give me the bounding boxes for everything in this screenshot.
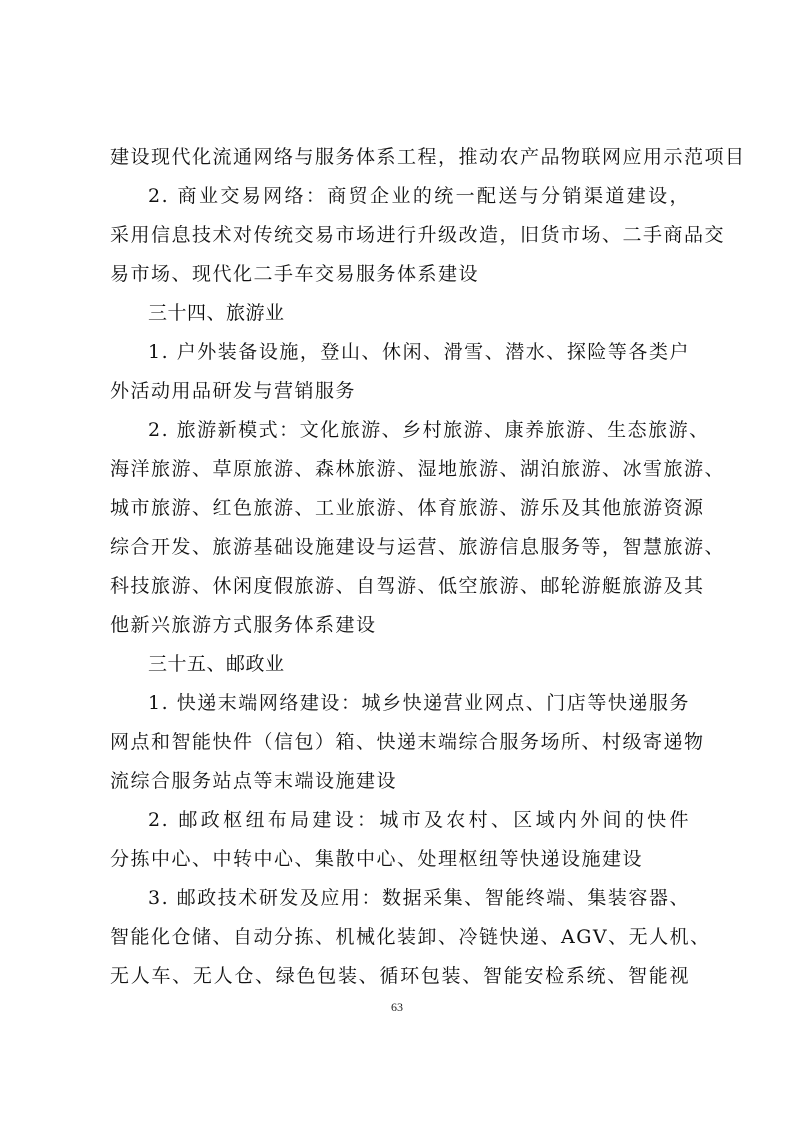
paragraph <box>110 879 711 996</box>
text-line: 建设现代化流通网络与服务体系工程，推动农产品物联网应用示范项目 <box>110 146 746 168</box>
text-line: 易市场、现代化二手车交易服务体系建设 <box>110 263 480 285</box>
text-line: 无人车、无人仓、绿色包装、循环包装、智能安检系统、智能视 <box>110 965 690 987</box>
text-line: 科技旅游、休闲度假旅游、自驾游、低空旅游、邮轮游艇旅游及其 <box>110 575 705 597</box>
text-line: 城市旅游、红色旅游、工业旅游、体育旅游、游乐及其他旅游资源 <box>110 497 705 519</box>
text-line: 外活动用品研发与营销服务 <box>110 380 357 402</box>
paragraph <box>110 801 690 879</box>
text-line: 综合开发、旅游基础设施建设与运营、旅游信息服务等，智慧旅游、 <box>110 536 726 558</box>
paragraph <box>110 684 705 801</box>
text-line: 1. 快递末端网络建设：城乡快递营业网点、门店等快递服务 <box>148 692 690 714</box>
text-line: 1. 户外装备设施，登山、休闲、滑雪、潜水、探险等各类户 <box>148 341 690 363</box>
section-heading: 三十四、旅游业 <box>148 302 285 324</box>
text-line: 采用信息技术对传统交易市场进行升级改造，旧货市场、二手商品交 <box>110 224 726 246</box>
section-heading: 三十五、邮政业 <box>148 653 285 675</box>
page-number: 63 <box>391 1000 403 1014</box>
text-line: 2. 邮政枢纽布局建设：城市及农村、区域内外间的快件 <box>148 809 690 831</box>
paragraph <box>110 138 746 177</box>
text-line: 他新兴旅游方式服务体系建设 <box>110 614 377 636</box>
text-line: 网点和智能快件（信包）箱、快递末端综合服务场所、村级寄递物 <box>110 731 705 753</box>
paragraph <box>110 177 726 294</box>
text-line: 分拣中心、中转中心、集散中心、处理枢纽等快递设施建设 <box>110 848 644 870</box>
text-line: 3. 邮政技术研发及应用：数据采集、智能终端、集装容器、 <box>148 887 690 909</box>
text-line: 流综合服务站点等末端设施建设 <box>110 770 398 792</box>
paragraph <box>110 411 726 645</box>
text-line: 海洋旅游、草原旅游、森林旅游、湿地旅游、湖泊旅游、冰雪旅游、 <box>110 458 726 480</box>
text-line: 智能化仓储、自动分拣、机械化装卸、冷链快递、AGV、无人机、 <box>110 926 711 948</box>
document-body <box>110 138 746 996</box>
paragraph <box>110 333 690 411</box>
text-line: 2. 商业交易网络：商贸企业的统一配送与分销渠道建设， <box>148 185 690 207</box>
text-line: 2. 旅游新模式：文化旅游、乡村旅游、康养旅游、生态旅游、 <box>148 419 710 441</box>
